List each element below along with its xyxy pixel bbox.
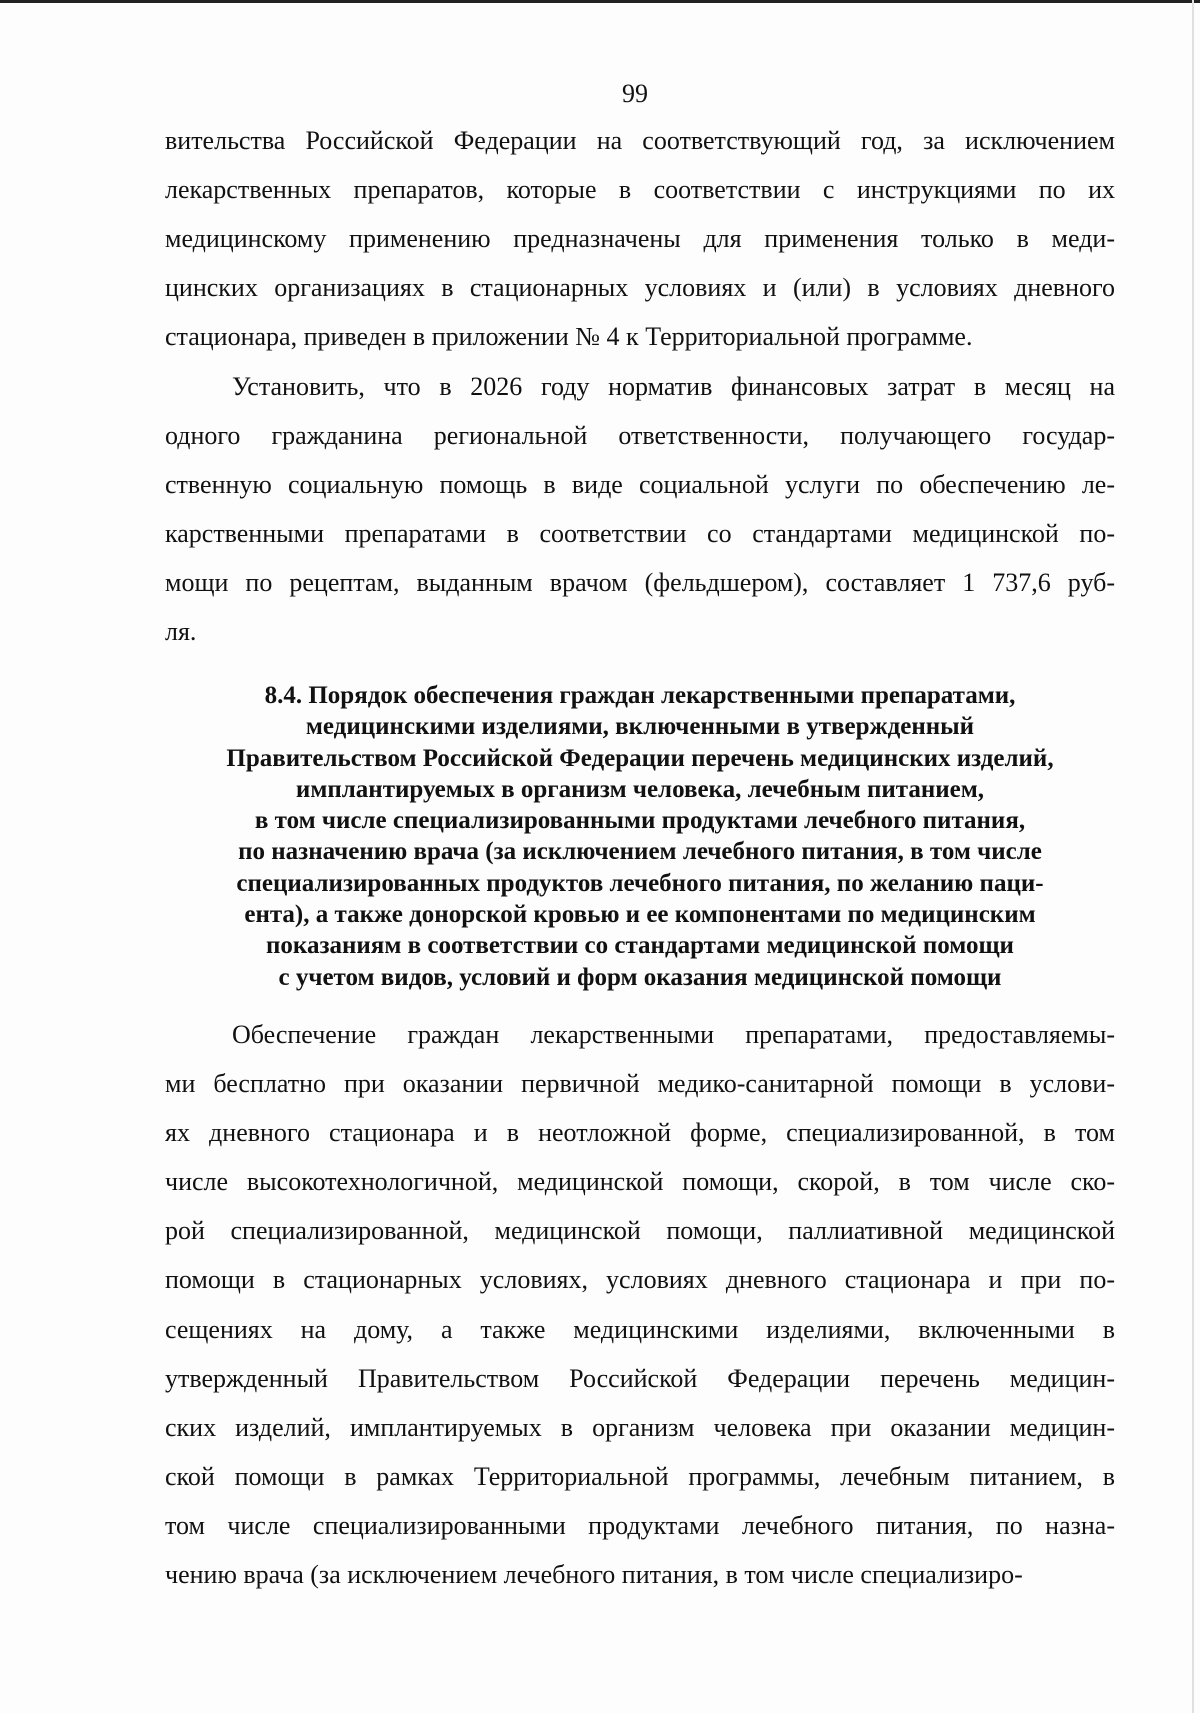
text-line: мощи по рецептам, выданным врачом (фельдшером), составляет 1 737,6 руб- bbox=[165, 568, 1115, 597]
text-line: Установить, что в 2026 году норматив финансовых затрат в месяц на bbox=[232, 372, 1115, 401]
text-line: медицинскому применению предназначены для применения только в меди- bbox=[165, 224, 1115, 253]
text-line: цинских организациях в стационарных условиях и (или) в условиях дневного bbox=[165, 273, 1115, 302]
text-line: карственными препаратами в соответствии со стандартами медицинской по- bbox=[165, 519, 1115, 548]
text-line: ми бесплатно при оказании первичной медико-санитарной помощи в услови- bbox=[165, 1069, 1115, 1099]
heading-line: показаниям в соответствии со стандартами медицинской помощи bbox=[266, 932, 1014, 960]
text-line: чению врача (за исключением лечебного питания, в том числе специализиро- bbox=[165, 1560, 1023, 1590]
heading-line: ента), а также донорской кровью и ее компонентами по медицинским bbox=[244, 901, 1036, 929]
scan-edge bbox=[1192, 0, 1194, 1713]
text-line: ской помощи в рамках Территориальной программы, лечебным питанием, в bbox=[165, 1461, 1115, 1491]
text-line: рой специализированной, медицинской помощи, паллиативной медицинской bbox=[165, 1216, 1115, 1246]
paragraph-3 bbox=[165, 1015, 1115, 1604]
text-line: помощи в стационарных условиях, условиях дневного стационара и при по- bbox=[165, 1265, 1115, 1295]
heading-line: с учетом видов, условий и форм оказания медицинской помощи bbox=[278, 963, 1002, 991]
text-line: стационара, приведен в приложении № 4 к Территориальной программе. bbox=[165, 322, 973, 351]
text-line: том числе специализированными продуктами лечебного питания, по назна- bbox=[165, 1510, 1115, 1540]
heading-line: в том числе специализированными продуктами лечебного питания, bbox=[254, 807, 1026, 835]
text-line: ственную социальную помощь в виде социальной услуги по обеспечению ле- bbox=[165, 470, 1115, 499]
heading-line: 8.4. Порядок обеспечения граждан лекарственными препаратами, bbox=[264, 682, 1016, 709]
text-line: лекарственных препаратов, которые в соответствии с инструкциями по их bbox=[165, 175, 1115, 204]
heading-line: имплантируемых в организм человека, лечебным питанием, bbox=[295, 775, 985, 803]
text-line: сещениях на дому, а также медицинскими изделиями, включенными в bbox=[165, 1314, 1115, 1344]
text-line: вительства Российской Федерации на соответствующий год, за исключением bbox=[165, 126, 1115, 155]
paragraph-2 bbox=[165, 367, 1115, 661]
heading-line: Правительством Российской Федерации перечень медицинских изделий, bbox=[226, 744, 1054, 772]
text-line: ских изделий, имплантируемых в организм человека при оказании медицин- bbox=[165, 1412, 1115, 1442]
top-border bbox=[0, 0, 1200, 3]
section-heading bbox=[160, 680, 1120, 993]
heading-line: медицинскими изделиями, включенными в утвержденный bbox=[305, 713, 975, 741]
text-line: числе высокотехнологичной, медицинской помощи, скорой, в том числе ско- bbox=[165, 1167, 1115, 1197]
page-number: 99 bbox=[622, 79, 648, 108]
text-line: одного гражданина региональной ответственности, получающего государ- bbox=[165, 421, 1115, 450]
text-line: ля. bbox=[165, 617, 197, 646]
text-line: Обеспечение граждан лекарственными препаратами, предоставляемы- bbox=[232, 1020, 1115, 1049]
text-line: ях дневного стационара и в неотложной форме, специализированной, в том bbox=[165, 1118, 1115, 1148]
heading-line: по назначению врача (за исключением лечебного питания, в том числе bbox=[238, 838, 1042, 866]
paragraph-1 bbox=[165, 121, 1115, 366]
text-line: утвержденный Правительством Российской Федерации перечень медицин- bbox=[165, 1363, 1115, 1393]
heading-line: специализированных продуктов лечебного питания, по желанию паци- bbox=[236, 869, 1044, 897]
